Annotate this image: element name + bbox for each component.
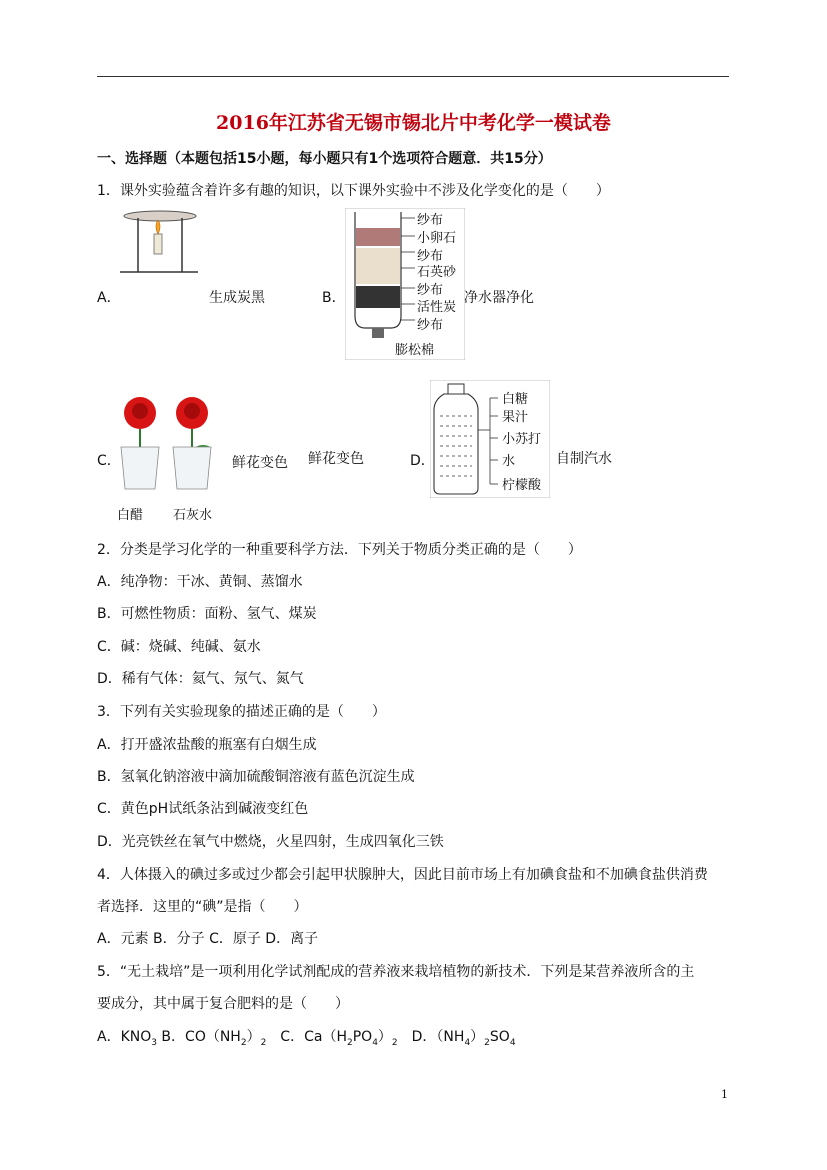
q1-option-c-letter: C． — [97, 453, 121, 469]
soda-label-citric-acid: 柠檬酸 — [502, 478, 542, 493]
filter-label-3: 纱布 — [417, 249, 444, 264]
q2-stem: 2．分类是学习化学的一种重要科学方法．下列关于物质分类正确的是（ ） — [97, 542, 582, 558]
page-number: 1 — [721, 1088, 728, 1101]
q4-options: A．元素 B．分子 C．原子 D．离子 — [97, 931, 319, 947]
candle-figure — [120, 208, 198, 276]
filter-label-5: 纱布 — [417, 283, 444, 298]
q1-option-d-letter: D． — [410, 453, 435, 469]
q2-option-c: C．碱：烧碱、纯碱、氨水 — [97, 639, 261, 655]
q1-option-d-caption: 自制汽水 — [556, 451, 612, 467]
q1-stem: 1．课外实验蕴含着许多有趣的知识，以下课外实验中不涉及化学变化的是（ ） — [97, 183, 610, 199]
water-filter-figure — [345, 208, 465, 360]
q4-stem-line1: 4．人体摄入的碘过多或过少都会引起甲状腺肿大，因此目前市场上有加碘食盐和不加碘食盐供消费 — [97, 867, 708, 883]
q4-stem-line2: 者选择．这里的“碘”是指（ ） — [97, 899, 308, 915]
header-rule — [97, 76, 729, 77]
filter-label-7: 纱布 — [417, 318, 444, 333]
q1-option-c-figure-caption: 鲜花变色 — [232, 455, 288, 471]
q5-options: A．$KNO_3$ B．$CO(NH_2)_2$ C．$Ca(H_2PO_4)_2$ D．$(NH_4)_2SO_4$ — [97, 1029, 516, 1048]
q2-option-b: B．可燃性物质：面粉、氢气、煤炭 — [97, 606, 317, 622]
cup-label-vinegar: 白醋 — [117, 508, 144, 523]
filter-label-4: 石英砂 — [417, 265, 457, 280]
q1-option-a-letter: A． — [97, 290, 121, 306]
q5-stem-line2: 要成分，其中属于复合肥料的是（ ） — [97, 996, 349, 1012]
roses-figure — [117, 395, 227, 525]
filter-label-2: 小卵石 — [417, 231, 457, 246]
filter-label-6: 活性炭 — [417, 300, 457, 315]
q1-option-c-caption: 鲜花变色 — [308, 451, 364, 467]
q5-stem-line1: 5．“无土栽培”是一项利用化学试剂配成的营养液来栽培植物的新技术．下列是某营养液所含的主 — [97, 964, 695, 980]
filter-label-1: 纱布 — [417, 213, 444, 228]
soda-bottle-figure — [430, 380, 550, 498]
q1-option-a-caption: 生成炭黑 — [209, 290, 265, 306]
q3-option-a: A．打开盛浓盐酸的瓶塞有白烟生成 — [97, 737, 317, 753]
q2-option-d: D．稀有气体：氦气、氖气、氮气 — [97, 671, 304, 687]
q3-option-d: D．光亮铁丝在氧气中燃烧，火星四射，生成四氧化三铁 — [97, 834, 444, 850]
soda-label-water: 水 — [502, 454, 516, 469]
q1-option-b-letter: B． — [322, 290, 346, 306]
cup-label-limewater: 石灰水 — [173, 508, 213, 523]
q3-stem: 3．下列有关实验现象的描述正确的是（ ） — [97, 704, 386, 720]
q3-option-b: B．氢氧化钠溶液中滴加硫酸铜溶液有蓝色沉淀生成 — [97, 769, 415, 785]
soda-label-juice: 果汁 — [502, 410, 529, 425]
q1-option-b-caption: 净水器净化 — [464, 290, 534, 306]
q3-option-c: C．黄色pH试纸条沾到碱液变红色 — [97, 801, 309, 817]
filter-label-8: 膨松棉 — [395, 343, 435, 358]
soda-label-baking-soda: 小苏打 — [502, 432, 542, 447]
page-title: 2016年江苏省无锡市锡北片中考化学一模试卷 — [216, 112, 611, 134]
section-heading: 一、选择题（本题包括15小题，每小题只有1个选项符合题意．共15分） — [97, 151, 552, 167]
q2-option-a: A．纯净物：干冰、黄铜、蒸馏水 — [97, 574, 303, 590]
soda-label-sugar: 白糖 — [502, 392, 529, 407]
